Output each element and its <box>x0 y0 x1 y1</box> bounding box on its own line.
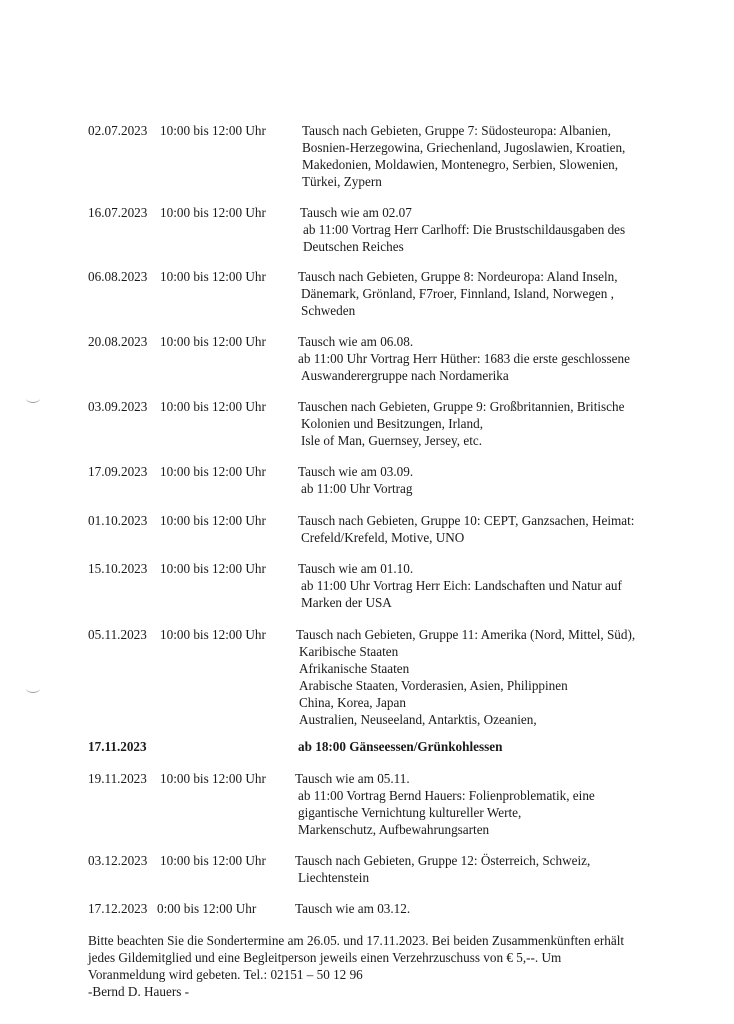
entry-description <box>296 626 676 728</box>
footer-line: Bitte beachten Sie die Sondertermine am 26.05. und 17.11.2023. Bei beiden Zusammenkünften erhält <box>88 933 625 948</box>
description-line: Tausch nach Gebieten, Gruppe 12: Österreich, Schweiz, <box>295 853 591 868</box>
entry-time: 10:00 bis 12:00 Uhr <box>160 205 266 220</box>
entry-time: 10:00 bis 12:00 Uhr <box>160 771 266 786</box>
description-line: gigantische Vernichtung kultureller Werte, <box>298 805 522 820</box>
entry-date: 16.07.2023 <box>88 205 148 220</box>
description-line: ab 11:00 Uhr Vortrag <box>301 481 413 496</box>
signature: -Bernd D. Hauers - <box>88 984 190 999</box>
description-line: China, Korea, Japan <box>299 695 406 710</box>
entry-description <box>298 333 678 384</box>
description-line: ab 18:00 Gänseessen/Grünkohlessen <box>298 739 503 754</box>
footer-line: Voranmeldung wird gebeten. Tel.: 02151 – 50 12 96 <box>88 967 363 982</box>
description-line: ab 11:00 Uhr Vortrag Herr Eich: Landschaften und Natur auf <box>301 578 622 593</box>
description-line: Tausch nach Gebieten, Gruppe 7: Südosteuropa: Albanien, <box>302 123 611 138</box>
entry-date: 06.08.2023 <box>88 269 148 284</box>
entry-time: 10:00 bis 12:00 Uhr <box>160 123 266 138</box>
description-line: ab 11:00 Vortrag Herr Carlhoff: Die Brustschildausgaben des <box>303 222 626 237</box>
entry-description <box>298 398 678 449</box>
entry-date: 03.09.2023 <box>88 399 148 414</box>
scan-mark <box>26 394 40 403</box>
entry-date: 20.08.2023 <box>88 334 148 349</box>
description-line: Tausch wie am 03.09. <box>298 464 414 479</box>
footer-line: jedes Gildemitglied und eine Begleitperson jeweils einen Verzehrzuschuss von € 5,--. Um <box>88 950 562 965</box>
entry-time: 10:00 bis 12:00 Uhr <box>160 399 266 414</box>
description-line: Tausch wie am 06.08. <box>298 334 414 349</box>
description-line: Markenschutz, Aufbewahrungsarten <box>298 822 490 837</box>
entry-date: 17.12.2023 <box>88 901 148 916</box>
entry-time: 10:00 bis 12:00 Uhr <box>160 853 266 868</box>
description-line: Kolonien und Besitzungen, Irland, <box>301 416 484 431</box>
entry-date: 05.11.2023 <box>88 627 147 642</box>
entry-time: 10:00 bis 12:00 Uhr <box>160 269 266 284</box>
description-line: Tausch nach Gebieten, Gruppe 8: Nordeuropa: Aland Inseln, <box>298 269 618 284</box>
entry-date: 17.11.2023 <box>88 739 147 754</box>
description-line: ab 11:00 Uhr Vortrag Herr Hüther: 1683 die erste geschlossene <box>298 351 630 366</box>
description-line: Afrikanische Staaten <box>299 661 410 676</box>
entry-description <box>300 204 680 255</box>
description-line: Liechtenstein <box>298 870 370 885</box>
description-line: Schweden <box>301 303 356 318</box>
entry-description <box>298 463 678 497</box>
description-line: Makedonien, Moldawien, Montenegro, Serbien, Slowenien, <box>302 157 619 172</box>
description-line: Dänemark, Grönland, F7roer, Finnland, Island, Norwegen , <box>301 286 614 301</box>
entry-description <box>295 852 675 886</box>
description-line: Türkei, Zypern <box>302 174 382 189</box>
entry-time: 10:00 bis 12:00 Uhr <box>160 627 266 642</box>
description-line: Deutschen Reiches <box>303 239 404 254</box>
description-line: Tausch wie am 03.12. <box>295 901 411 916</box>
description-line: Australien, Neuseeland, Antarktis, Ozeanien, <box>299 712 537 727</box>
description-line: Tausch wie am 01.10. <box>298 561 414 576</box>
entry-time: 10:00 bis 12:00 Uhr <box>160 334 266 349</box>
description-line: Crefeld/Krefeld, Motive, UNO <box>301 530 465 545</box>
entry-time: 10:00 bis 12:00 Uhr <box>160 561 266 576</box>
entry-description <box>298 268 678 319</box>
description-line: Karibische Staaten <box>299 644 399 659</box>
entry-date: 15.10.2023 <box>88 561 148 576</box>
description-line: Marken der USA <box>301 595 392 610</box>
description-line: Tausch nach Gebieten, Gruppe 11: Amerika (Nord, Mittel, Süd), <box>296 627 636 642</box>
description-line: Tausch wie am 05.11. <box>295 771 410 786</box>
entry-description <box>298 560 678 611</box>
description-line: Tausch wie am 02.07 <box>300 205 412 220</box>
entry-time: 0:00 bis 12:00 Uhr <box>157 901 257 916</box>
description-line: Tauschen nach Gebieten, Gruppe 9: Großbritannien, Britische <box>298 399 625 414</box>
entry-date: 19.11.2023 <box>88 771 147 786</box>
description-line: Tausch nach Gebieten, Gruppe 10: CEPT, Ganzsachen, Heimat: <box>298 513 635 528</box>
entry-description <box>295 770 675 838</box>
footer-note <box>88 932 688 1000</box>
entry-description <box>298 738 678 755</box>
entry-date: 02.07.2023 <box>88 123 148 138</box>
entry-time: 10:00 bis 12:00 Uhr <box>160 513 266 528</box>
entry-date: 17.09.2023 <box>88 464 148 479</box>
entry-time: 10:00 bis 12:00 Uhr <box>160 464 266 479</box>
description-line: Auswanderergruppe nach Nordamerika <box>301 368 509 383</box>
entry-date: 01.10.2023 <box>88 513 148 528</box>
entry-description <box>302 122 682 190</box>
description-line: Arabische Staaten, Vorderasien, Asien, Philippinen <box>299 678 568 693</box>
entry-description <box>298 512 678 546</box>
description-line: ab 11:00 Vortrag Bernd Hauers: Folienproblematik, eine <box>298 788 595 803</box>
scan-mark <box>26 684 40 693</box>
entry-description <box>295 900 675 917</box>
description-line: Isle of Man, Guernsey, Jersey, etc. <box>301 433 483 448</box>
description-line: Bosnien-Herzegowina, Griechenland, Jugoslawien, Kroatien, <box>302 140 626 155</box>
entry-date: 03.12.2023 <box>88 853 148 868</box>
